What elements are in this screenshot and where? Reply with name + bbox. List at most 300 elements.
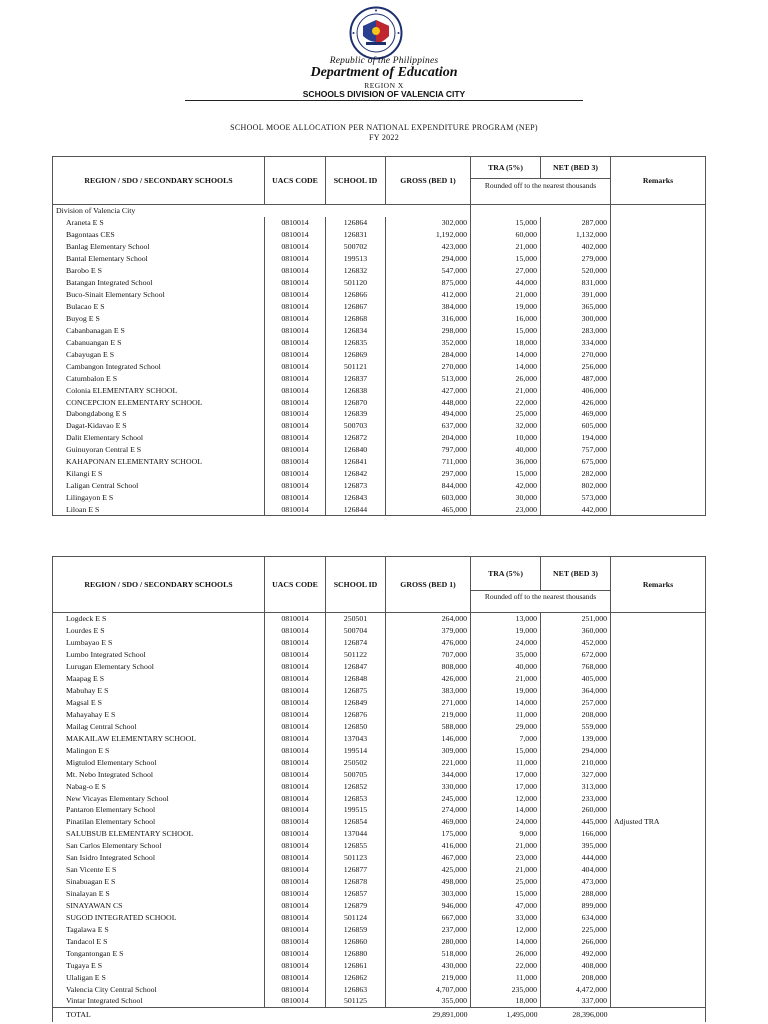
gross-amount: 221,000 bbox=[386, 756, 471, 768]
remarks bbox=[611, 888, 706, 900]
school-id: 126840 bbox=[326, 444, 386, 456]
gross-amount: 379,000 bbox=[386, 625, 471, 637]
remarks bbox=[611, 384, 706, 396]
tra-amount: 22,000 bbox=[471, 959, 541, 971]
net-amount: 634,000 bbox=[541, 911, 611, 923]
school-name: Mahayahay E S bbox=[53, 709, 265, 721]
gross-amount: 476,000 bbox=[386, 637, 471, 649]
tra-amount: 47,000 bbox=[471, 900, 541, 912]
total-label: TOTAL bbox=[53, 1007, 265, 1022]
uacs-code: 0810014 bbox=[265, 876, 326, 888]
school-name: Kilangi E S bbox=[53, 468, 265, 480]
gross-amount: 271,000 bbox=[386, 697, 471, 709]
col-remarks: Remarks bbox=[611, 157, 706, 205]
net-amount: 365,000 bbox=[541, 301, 611, 313]
remarks bbox=[611, 372, 706, 384]
school-id: 500704 bbox=[326, 625, 386, 637]
school-id: 126849 bbox=[326, 697, 386, 709]
total-tra: 1,495,000 bbox=[471, 1007, 541, 1022]
gross-amount: 4,707,000 bbox=[386, 983, 471, 995]
school-name: Batangan Integrated School bbox=[53, 277, 265, 289]
uacs-code: 0810014 bbox=[265, 649, 326, 661]
tra-amount: 44,000 bbox=[471, 277, 541, 289]
gross-amount: 808,000 bbox=[386, 661, 471, 673]
col-net: NET (BED 3) bbox=[553, 569, 598, 578]
remarks bbox=[611, 613, 706, 625]
col-uacs: UACS CODE bbox=[265, 557, 326, 613]
gross-amount: 219,000 bbox=[386, 709, 471, 721]
uacs-code: 0810014 bbox=[265, 289, 326, 301]
uacs-code: 0810014 bbox=[265, 864, 326, 876]
uacs-code: 0810014 bbox=[265, 613, 326, 625]
remarks: Adjusted TRA bbox=[611, 816, 706, 828]
school-name: San Isidro Integrated School bbox=[53, 852, 265, 864]
table-row bbox=[53, 480, 706, 492]
remarks bbox=[611, 792, 706, 804]
tra-amount: 40,000 bbox=[471, 444, 541, 456]
net-amount: 283,000 bbox=[541, 324, 611, 336]
remarks bbox=[611, 744, 706, 756]
gross-amount: 667,000 bbox=[386, 911, 471, 923]
tra-amount: 18,000 bbox=[471, 995, 541, 1007]
remarks bbox=[611, 324, 706, 336]
uacs-code: 0810014 bbox=[265, 444, 326, 456]
school-id: 126873 bbox=[326, 480, 386, 492]
uacs-code: 0810014 bbox=[265, 241, 326, 253]
col-gross: GROSS (BED 1) bbox=[386, 157, 471, 205]
uacs-code: 0810014 bbox=[265, 888, 326, 900]
table-row bbox=[53, 744, 706, 756]
remarks bbox=[611, 480, 706, 492]
school-id: 126859 bbox=[326, 923, 386, 935]
net-amount: 426,000 bbox=[541, 396, 611, 408]
uacs-code: 0810014 bbox=[265, 732, 326, 744]
table-row bbox=[53, 828, 706, 840]
table-row bbox=[53, 911, 706, 923]
school-id: 126854 bbox=[326, 816, 386, 828]
school-name: Catumbalon E S bbox=[53, 372, 265, 384]
uacs-code: 0810014 bbox=[265, 336, 326, 348]
school-id: 126869 bbox=[326, 348, 386, 360]
table-row bbox=[53, 685, 706, 697]
remarks bbox=[611, 468, 706, 480]
remarks bbox=[611, 911, 706, 923]
net-amount: 405,000 bbox=[541, 673, 611, 685]
school-id: 126855 bbox=[326, 840, 386, 852]
school-id: 126867 bbox=[326, 301, 386, 313]
school-id: 126877 bbox=[326, 864, 386, 876]
school-id: 126868 bbox=[326, 313, 386, 325]
gross-amount: 430,000 bbox=[386, 959, 471, 971]
table-row bbox=[53, 277, 706, 289]
tra-amount: 21,000 bbox=[471, 241, 541, 253]
school-name: MAKAILAW ELEMENTARY SCHOOL bbox=[53, 732, 265, 744]
school-id: 501120 bbox=[326, 277, 386, 289]
school-id: 501124 bbox=[326, 911, 386, 923]
rounded-note: Rounded off to the nearest thousands bbox=[484, 592, 597, 601]
table-row bbox=[53, 420, 706, 432]
col-tra: TRA (5%) bbox=[471, 557, 541, 590]
tra-amount: 23,000 bbox=[471, 504, 541, 516]
school-name: Vintar Integrated School bbox=[53, 995, 265, 1007]
table-row bbox=[53, 804, 706, 816]
table-row bbox=[53, 217, 706, 229]
tra-amount: 22,000 bbox=[471, 396, 541, 408]
total-blank bbox=[265, 1007, 326, 1022]
table-row bbox=[53, 697, 706, 709]
remarks bbox=[611, 625, 706, 637]
school-name: Migtulod Elementary School bbox=[53, 756, 265, 768]
remarks bbox=[611, 959, 706, 971]
school-name: Liloan E S bbox=[53, 504, 265, 516]
net-amount: 282,000 bbox=[541, 468, 611, 480]
tra-amount: 14,000 bbox=[471, 935, 541, 947]
table-row bbox=[53, 396, 706, 408]
table-row bbox=[53, 613, 706, 625]
tra-amount: 60,000 bbox=[471, 229, 541, 241]
gross-amount: 294,000 bbox=[386, 253, 471, 265]
net-amount: 251,000 bbox=[541, 613, 611, 625]
remarks bbox=[611, 661, 706, 673]
uacs-code: 0810014 bbox=[265, 229, 326, 241]
uacs-code: 0810014 bbox=[265, 804, 326, 816]
school-name: SUGOD INTEGRATED SCHOOL bbox=[53, 911, 265, 923]
net-amount: 469,000 bbox=[541, 408, 611, 420]
table-row bbox=[53, 301, 706, 313]
uacs-code: 0810014 bbox=[265, 420, 326, 432]
table-row bbox=[53, 661, 706, 673]
school-id: 501121 bbox=[326, 360, 386, 372]
school-id: 126831 bbox=[326, 229, 386, 241]
remarks bbox=[611, 768, 706, 780]
net-amount: 452,000 bbox=[541, 637, 611, 649]
table-row bbox=[53, 444, 706, 456]
school-name: Bantal Elementary School bbox=[53, 253, 265, 265]
net-amount: 406,000 bbox=[541, 384, 611, 396]
uacs-code: 0810014 bbox=[265, 504, 326, 516]
tra-amount: 14,000 bbox=[471, 348, 541, 360]
tra-amount: 14,000 bbox=[471, 697, 541, 709]
remarks bbox=[611, 709, 706, 721]
net-amount: 294,000 bbox=[541, 744, 611, 756]
school-id: 126863 bbox=[326, 983, 386, 995]
table-row bbox=[53, 432, 706, 444]
tra-amount: 15,000 bbox=[471, 468, 541, 480]
gross-amount: 547,000 bbox=[386, 265, 471, 277]
tra-amount: 27,000 bbox=[471, 265, 541, 277]
net-amount: 1,132,000 bbox=[541, 229, 611, 241]
gross-amount: 412,000 bbox=[386, 289, 471, 301]
gross-amount: 316,000 bbox=[386, 313, 471, 325]
remarks bbox=[611, 301, 706, 313]
school-name: Mabuhay E S bbox=[53, 685, 265, 697]
school-id: 126852 bbox=[326, 780, 386, 792]
tra-amount: 15,000 bbox=[471, 888, 541, 900]
school-id: 126850 bbox=[326, 720, 386, 732]
gross-amount: 284,000 bbox=[386, 348, 471, 360]
gross-amount: 513,000 bbox=[386, 372, 471, 384]
uacs-code: 0810014 bbox=[265, 983, 326, 995]
net-amount: 391,000 bbox=[541, 289, 611, 301]
table-row bbox=[53, 360, 706, 372]
tra-amount: 23,000 bbox=[471, 852, 541, 864]
net-amount: 520,000 bbox=[541, 265, 611, 277]
uacs-code: 0810014 bbox=[265, 277, 326, 289]
col-remarks: Remarks bbox=[611, 557, 706, 613]
tra-amount: 21,000 bbox=[471, 840, 541, 852]
gross-amount: 448,000 bbox=[386, 396, 471, 408]
school-name: Tugaya E S bbox=[53, 959, 265, 971]
remarks bbox=[611, 649, 706, 661]
net-amount: 334,000 bbox=[541, 336, 611, 348]
net-amount: 899,000 bbox=[541, 900, 611, 912]
table-row bbox=[53, 971, 706, 983]
allocation-table-1 bbox=[52, 156, 706, 516]
net-amount: 225,000 bbox=[541, 923, 611, 935]
table-row bbox=[53, 313, 706, 325]
tra-amount: 40,000 bbox=[471, 661, 541, 673]
gross-amount: 146,000 bbox=[386, 732, 471, 744]
tra-amount: 12,000 bbox=[471, 792, 541, 804]
net-amount: 402,000 bbox=[541, 241, 611, 253]
uacs-code: 0810014 bbox=[265, 828, 326, 840]
school-name: Bulacao E S bbox=[53, 301, 265, 313]
col-uacs: UACS CODE bbox=[265, 157, 326, 205]
uacs-code: 0810014 bbox=[265, 816, 326, 828]
col-school-id: SCHOOL ID bbox=[326, 157, 386, 205]
gross-amount: 245,000 bbox=[386, 792, 471, 804]
table-row bbox=[53, 229, 706, 241]
total-blank bbox=[611, 1007, 706, 1022]
school-id: 126834 bbox=[326, 324, 386, 336]
gross-amount: 467,000 bbox=[386, 852, 471, 864]
remarks bbox=[611, 492, 706, 504]
table-row bbox=[53, 864, 706, 876]
net-amount: 257,000 bbox=[541, 697, 611, 709]
school-name: Ulaligan E S bbox=[53, 971, 265, 983]
school-name: SINAYAWAN CS bbox=[53, 900, 265, 912]
school-name: Dagat-Kidavao E S bbox=[53, 420, 265, 432]
uacs-code: 0810014 bbox=[265, 792, 326, 804]
school-id: 501123 bbox=[326, 852, 386, 864]
net-amount: 605,000 bbox=[541, 420, 611, 432]
table-row bbox=[53, 840, 706, 852]
school-name: Banlag Elementary School bbox=[53, 241, 265, 253]
uacs-code: 0810014 bbox=[265, 348, 326, 360]
table-row bbox=[53, 947, 706, 959]
gross-amount: 344,000 bbox=[386, 768, 471, 780]
school-name: Dabongdabong E S bbox=[53, 408, 265, 420]
net-amount: 442,000 bbox=[541, 504, 611, 516]
tra-amount: 7,000 bbox=[471, 732, 541, 744]
school-name: Pantaron Elementary School bbox=[53, 804, 265, 816]
school-id: 126864 bbox=[326, 217, 386, 229]
tra-amount: 13,000 bbox=[471, 613, 541, 625]
table-row bbox=[53, 756, 706, 768]
school-name: Sinabuagan E S bbox=[53, 876, 265, 888]
uacs-code: 0810014 bbox=[265, 625, 326, 637]
uacs-code: 0810014 bbox=[265, 971, 326, 983]
gross-amount: 637,000 bbox=[386, 420, 471, 432]
gross-amount: 264,000 bbox=[386, 613, 471, 625]
tra-amount: 19,000 bbox=[471, 685, 541, 697]
gross-amount: 355,000 bbox=[386, 995, 471, 1007]
region-line: REGION X bbox=[364, 81, 404, 90]
remarks bbox=[611, 277, 706, 289]
table-row bbox=[53, 900, 706, 912]
uacs-code: 0810014 bbox=[265, 923, 326, 935]
remarks bbox=[611, 947, 706, 959]
net-amount: 266,000 bbox=[541, 935, 611, 947]
school-id: 126876 bbox=[326, 709, 386, 721]
net-amount: 260,000 bbox=[541, 804, 611, 816]
school-name: Logdeck E S bbox=[53, 613, 265, 625]
tra-amount: 17,000 bbox=[471, 768, 541, 780]
uacs-code: 0810014 bbox=[265, 720, 326, 732]
uacs-code: 0810014 bbox=[265, 432, 326, 444]
uacs-code: 0810014 bbox=[265, 468, 326, 480]
remarks bbox=[611, 983, 706, 995]
uacs-code: 0810014 bbox=[265, 900, 326, 912]
table-row bbox=[53, 732, 706, 744]
gross-amount: 518,000 bbox=[386, 947, 471, 959]
remarks bbox=[611, 456, 706, 468]
school-name: KAHAPONAN ELEMENTARY SCHOOL bbox=[53, 456, 265, 468]
uacs-code: 0810014 bbox=[265, 673, 326, 685]
net-amount: 270,000 bbox=[541, 348, 611, 360]
gross-amount: 416,000 bbox=[386, 840, 471, 852]
school-name: New Vicayas Elementary School bbox=[53, 792, 265, 804]
uacs-code: 0810014 bbox=[265, 217, 326, 229]
school-name: Lumbo Integrated School bbox=[53, 649, 265, 661]
rounded-note: Rounded off to the nearest thousands bbox=[484, 181, 597, 190]
net-amount: 287,000 bbox=[541, 217, 611, 229]
remarks bbox=[611, 804, 706, 816]
gross-amount: 204,000 bbox=[386, 432, 471, 444]
table-row bbox=[53, 372, 706, 384]
school-id: 126872 bbox=[326, 432, 386, 444]
gross-amount: 797,000 bbox=[386, 444, 471, 456]
gross-amount: 270,000 bbox=[386, 360, 471, 372]
tra-amount: 21,000 bbox=[471, 864, 541, 876]
school-name: Pinatilan Elementary School bbox=[53, 816, 265, 828]
tra-amount: 21,000 bbox=[471, 289, 541, 301]
remarks bbox=[611, 923, 706, 935]
uacs-code: 0810014 bbox=[265, 265, 326, 277]
school-id: 137044 bbox=[326, 828, 386, 840]
tra-amount: 16,000 bbox=[471, 313, 541, 325]
table-row bbox=[53, 253, 706, 265]
remarks bbox=[611, 780, 706, 792]
school-name: Barobo E S bbox=[53, 265, 265, 277]
gross-amount: 237,000 bbox=[386, 923, 471, 935]
school-id: 126844 bbox=[326, 504, 386, 516]
remarks bbox=[611, 876, 706, 888]
tra-amount: 21,000 bbox=[471, 673, 541, 685]
net-amount: 166,000 bbox=[541, 828, 611, 840]
gross-amount: 298,000 bbox=[386, 324, 471, 336]
gross-amount: 425,000 bbox=[386, 864, 471, 876]
remarks bbox=[611, 756, 706, 768]
school-name: San Vicente E S bbox=[53, 864, 265, 876]
school-id: 250502 bbox=[326, 756, 386, 768]
school-name: San Carlos Elementary School bbox=[53, 840, 265, 852]
remarks bbox=[611, 673, 706, 685]
uacs-code: 0810014 bbox=[265, 840, 326, 852]
school-id: 126880 bbox=[326, 947, 386, 959]
school-id: 126843 bbox=[326, 492, 386, 504]
table-row bbox=[53, 768, 706, 780]
net-amount: 208,000 bbox=[541, 971, 611, 983]
school-name: Lurugan Elementary School bbox=[53, 661, 265, 673]
remarks bbox=[611, 935, 706, 947]
table-row bbox=[53, 709, 706, 721]
col-net: NET (BED 3) bbox=[553, 163, 598, 172]
school-id: 126857 bbox=[326, 888, 386, 900]
net-amount: 675,000 bbox=[541, 456, 611, 468]
net-amount: 194,000 bbox=[541, 432, 611, 444]
school-name: Buco-Sinait Elementary School bbox=[53, 289, 265, 301]
tra-amount: 14,000 bbox=[471, 360, 541, 372]
remarks bbox=[611, 444, 706, 456]
group-label: Division of Valencia City bbox=[53, 205, 471, 218]
uacs-code: 0810014 bbox=[265, 744, 326, 756]
gross-amount: 330,000 bbox=[386, 780, 471, 792]
uacs-code: 0810014 bbox=[265, 492, 326, 504]
table-row bbox=[53, 876, 706, 888]
table-row bbox=[53, 384, 706, 396]
school-name: Lourdes E S bbox=[53, 625, 265, 637]
net-amount: 473,000 bbox=[541, 876, 611, 888]
remarks bbox=[611, 432, 706, 444]
remarks bbox=[611, 840, 706, 852]
remarks bbox=[611, 995, 706, 1007]
table-row bbox=[53, 241, 706, 253]
net-amount: 672,000 bbox=[541, 649, 611, 661]
school-id: 126862 bbox=[326, 971, 386, 983]
school-name: SALUBSUB ELEMENTARY SCHOOL bbox=[53, 828, 265, 840]
school-name: Mailag Central School bbox=[53, 720, 265, 732]
table-row bbox=[53, 816, 706, 828]
total-net: 28,396,000 bbox=[541, 1007, 611, 1022]
net-amount: 139,000 bbox=[541, 732, 611, 744]
uacs-code: 0810014 bbox=[265, 947, 326, 959]
gross-amount: 465,000 bbox=[386, 504, 471, 516]
gross-amount: 875,000 bbox=[386, 277, 471, 289]
table-row bbox=[53, 923, 706, 935]
table-row bbox=[53, 780, 706, 792]
deped-seal-icon bbox=[349, 6, 403, 60]
gross-amount: 844,000 bbox=[386, 480, 471, 492]
school-id: 126878 bbox=[326, 876, 386, 888]
remarks bbox=[611, 253, 706, 265]
gross-amount: 494,000 bbox=[386, 408, 471, 420]
school-name: Nabag-o E S bbox=[53, 780, 265, 792]
table-row bbox=[53, 456, 706, 468]
allocation-table-2 bbox=[52, 556, 706, 1022]
report-year: FY 2022 bbox=[368, 133, 400, 142]
republic-line: Republic of the Philippines bbox=[329, 56, 439, 66]
table-row bbox=[53, 265, 706, 277]
table-row bbox=[53, 852, 706, 864]
table-row bbox=[53, 468, 706, 480]
table-row bbox=[53, 935, 706, 947]
net-amount: 768,000 bbox=[541, 661, 611, 673]
school-name: Tongantongan E S bbox=[53, 947, 265, 959]
remarks bbox=[611, 348, 706, 360]
school-id: 126875 bbox=[326, 685, 386, 697]
remarks bbox=[611, 408, 706, 420]
